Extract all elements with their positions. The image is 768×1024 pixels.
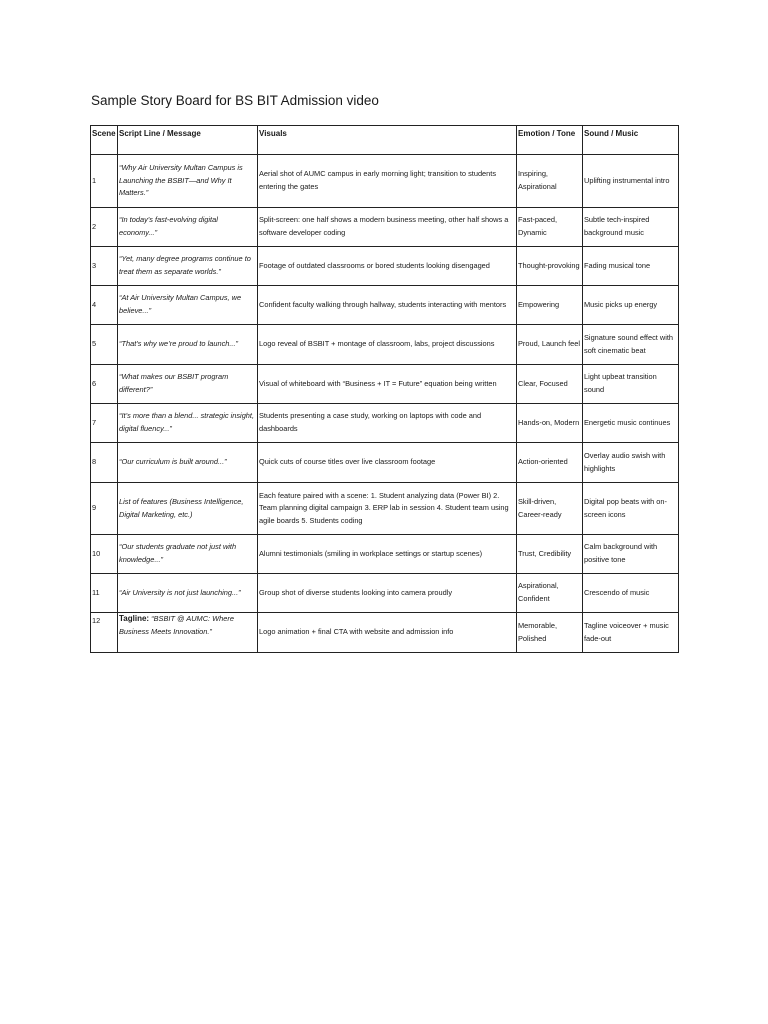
sound-cell: Overlay audio swish with highlights xyxy=(583,443,679,483)
storyboard-table xyxy=(90,125,679,653)
visuals-cell: Split-screen: one half shows a modern business meeting, other half shows a software developer coding xyxy=(258,208,517,247)
script-line: “It’s more than a blend... strategic insight, digital fluency...” xyxy=(118,404,258,443)
header-emotion: Emotion / Tone xyxy=(517,126,583,155)
table-row xyxy=(91,483,679,535)
header-visuals: Visuals xyxy=(258,126,517,155)
scene-number: 4 xyxy=(91,286,118,325)
header-sound: Sound / Music xyxy=(583,126,679,155)
scene-number: 3 xyxy=(91,247,118,286)
emotion-cell: Memorable, Polished xyxy=(517,613,583,653)
sound-cell: Light upbeat transition sound xyxy=(583,365,679,404)
header-script: Script Line / Message xyxy=(118,126,258,155)
table-row xyxy=(91,247,679,286)
scene-number: 1 xyxy=(91,155,118,208)
visuals-cell: Students presenting a case study, working on laptops with code and dashboards xyxy=(258,404,517,443)
script-line: “Our students graduate not just with knowledge...” xyxy=(118,535,258,574)
visuals-cell: Footage of outdated classrooms or bored students looking disengaged xyxy=(258,247,517,286)
table-row xyxy=(91,613,679,653)
header-scene: Scene xyxy=(91,126,118,155)
emotion-cell: Aspirational, Confident xyxy=(517,574,583,613)
script-line: “Our curriculum is built around...” xyxy=(118,443,258,483)
visuals-cell: Quick cuts of course titles over live classroom footage xyxy=(258,443,517,483)
scene-number: 9 xyxy=(91,483,118,535)
script-line xyxy=(118,613,258,653)
table-row xyxy=(91,443,679,483)
script-line: “Air University is not just launching...” xyxy=(118,574,258,613)
table-row xyxy=(91,325,679,365)
script-line: “That’s why we’re proud to launch...” xyxy=(118,325,258,365)
table-row xyxy=(91,404,679,443)
scene-number: 2 xyxy=(91,208,118,247)
scene-number: 5 xyxy=(91,325,118,365)
table-row xyxy=(91,208,679,247)
document-title: Sample Story Board for BS BIT Admission video xyxy=(91,93,379,108)
emotion-cell: Skill-driven, Career-ready xyxy=(517,483,583,535)
visuals-cell: Logo reveal of BSBIT + montage of classroom, labs, project discussions xyxy=(258,325,517,365)
table-row xyxy=(91,535,679,574)
script-line: “In today’s fast-evolving digital economy...” xyxy=(118,208,258,247)
emotion-cell: Proud, Launch feel xyxy=(517,325,583,365)
table-row xyxy=(91,155,679,208)
script-line: “What makes our BSBIT program different?” xyxy=(118,365,258,404)
visuals-cell: Alumni testimonials (smiling in workplace settings or startup scenes) xyxy=(258,535,517,574)
visuals-cell: Each feature paired with a scene: 1. Student analyzing data (Power BI) 2. Team planning digital campaign 3. ERP lab in session 4. Student team using agile boards 5. Students coding xyxy=(258,483,517,535)
sound-cell: Subtle tech-inspired background music xyxy=(583,208,679,247)
script-line: “Yet, many degree programs continue to treat them as separate worlds.” xyxy=(118,247,258,286)
table-row xyxy=(91,365,679,404)
table-row xyxy=(91,574,679,613)
script-line: List of features (Business Intelligence, Digital Marketing, etc.) xyxy=(118,483,258,535)
emotion-cell: Fast-paced, Dynamic xyxy=(517,208,583,247)
scene-number: 10 xyxy=(91,535,118,574)
table-header-row xyxy=(91,126,679,155)
sound-cell: Uplifting instrumental intro xyxy=(583,155,679,208)
scene-number: 6 xyxy=(91,365,118,404)
scene-number: 11 xyxy=(91,574,118,613)
sound-cell: Energetic music continues xyxy=(583,404,679,443)
visuals-cell: Confident faculty walking through hallway, students interacting with mentors xyxy=(258,286,517,325)
sound-cell: Music picks up energy xyxy=(583,286,679,325)
visuals-cell: Group shot of diverse students looking into camera proudly xyxy=(258,574,517,613)
scene-number: 7 xyxy=(91,404,118,443)
visuals-cell: Aerial shot of AUMC campus in early morning light; transition to students entering the gates xyxy=(258,155,517,208)
sound-cell: Signature sound effect with soft cinematic beat xyxy=(583,325,679,365)
emotion-cell: Action-oriented xyxy=(517,443,583,483)
emotion-cell: Clear, Focused xyxy=(517,365,583,404)
tagline-label: Tagline: xyxy=(119,614,150,623)
sound-cell: Digital pop beats with on-screen icons xyxy=(583,483,679,535)
sound-cell: Crescendo of music xyxy=(583,574,679,613)
emotion-cell: Hands-on, Modern xyxy=(517,404,583,443)
table-row xyxy=(91,286,679,325)
script-line: “At Air University Multan Campus, we believe...” xyxy=(118,286,258,325)
visuals-cell: Visual of whiteboard with “Business + IT = Future” equation being written xyxy=(258,365,517,404)
scene-number: 12 xyxy=(91,613,118,653)
emotion-cell: Trust, Credibility xyxy=(517,535,583,574)
sound-cell: Fading musical tone xyxy=(583,247,679,286)
sound-cell: Tagline voiceover + music fade-out xyxy=(583,613,679,653)
visuals-cell: Logo animation + final CTA with website and admission info xyxy=(258,613,517,653)
emotion-cell: Empowering xyxy=(517,286,583,325)
sound-cell: Calm background with positive tone xyxy=(583,535,679,574)
emotion-cell: Thought-provoking xyxy=(517,247,583,286)
emotion-cell: Inspiring, Aspirational xyxy=(517,155,583,208)
script-line: “Why Air University Multan Campus is Launching the BSBIT—and Why It Matters.” xyxy=(118,155,258,208)
scene-number: 8 xyxy=(91,443,118,483)
tagline-text: “BSBIT @ AUMC: Where Business Meets Innovation.” xyxy=(119,614,234,636)
